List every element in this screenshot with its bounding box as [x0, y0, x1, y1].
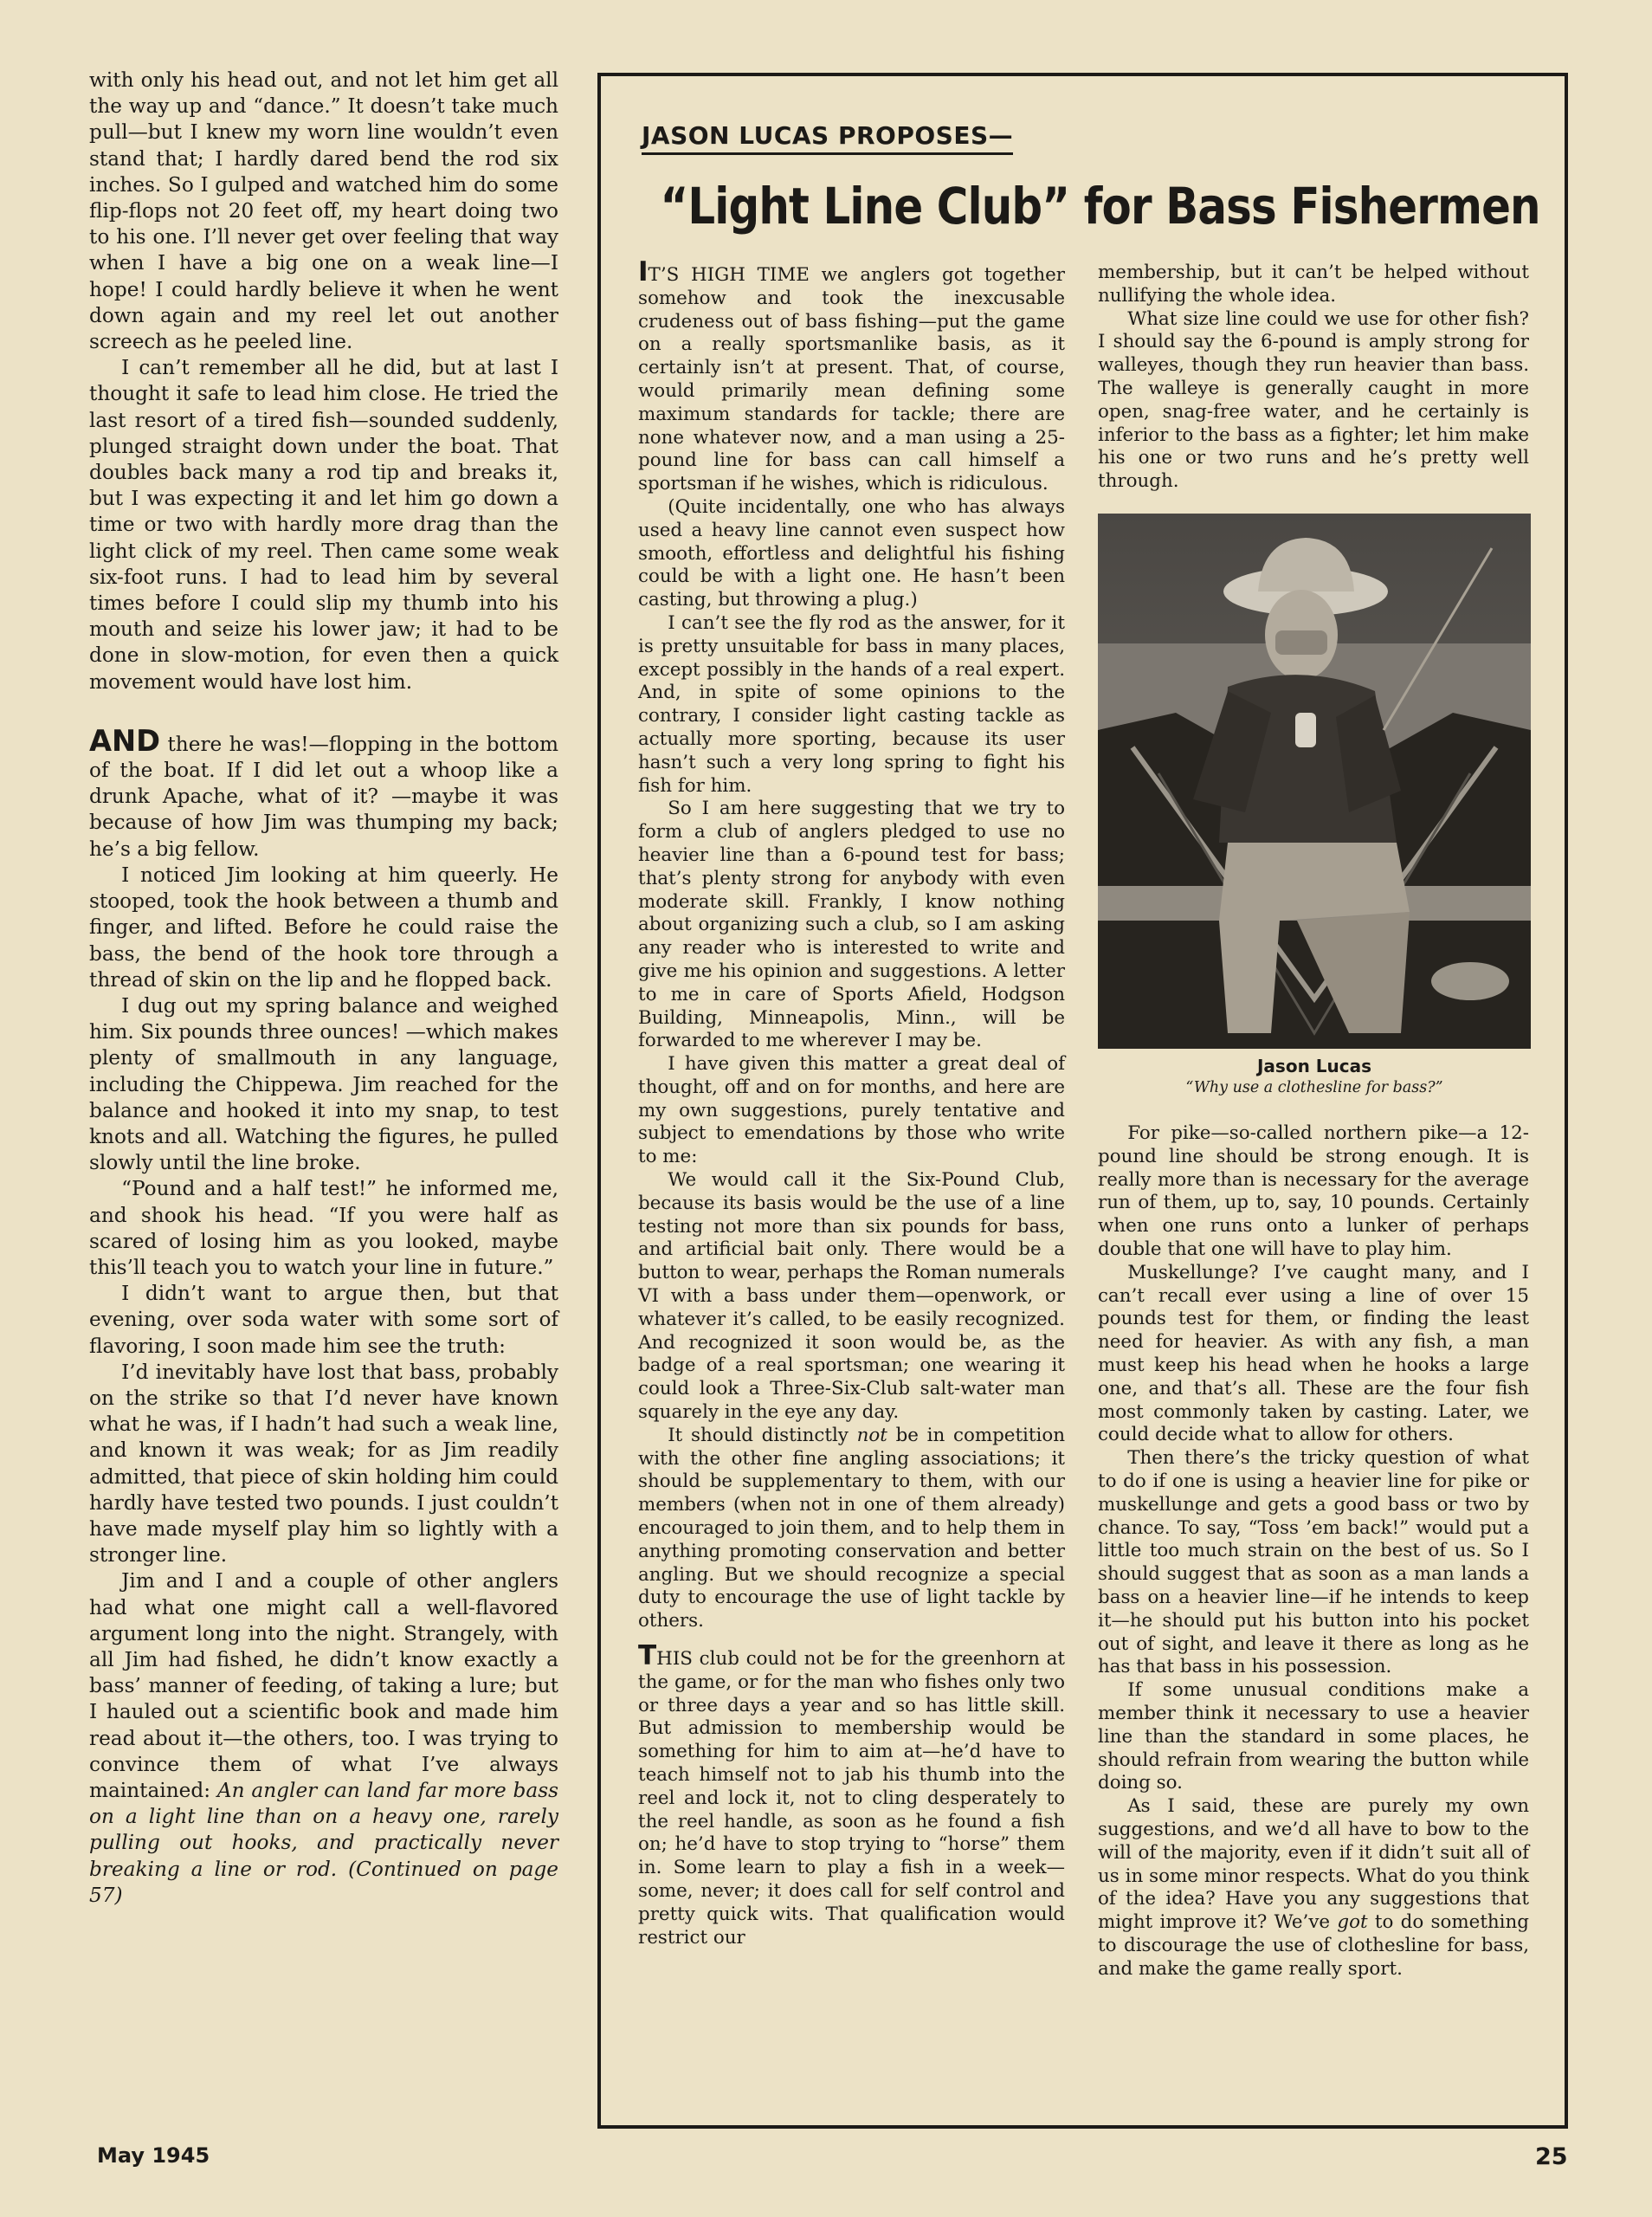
left-column-continued-story	[89, 68, 558, 1909]
article-intro-paragraph: IT’S HIGH TIME we anglers got together somehow and took the inexcusable crudeness out of bass fishing—put the game on a really sportsmanlike basis, as it certainly isn’t at present. That, of course, would primarily mean defining some maximum standards for tackle; there are none whatever now, and a man using a 25-pound line for bass can call himself a sportsman if he wishes, which is ridiculous.	[638, 256, 1066, 495]
left-paragraph-2: I can’t remember all he did, but at last I thought it safe to lead him close. He tried the last resort of a tired fish—sounded suddenly, plunged straight down under the boat. That doubles back many a rod tip and breaks it, but I was expecting it and let him go down a time or two with hardly more drag than the light click of my reel. Then came some weak six-foot runs. I had to lead him by several times before I could slip my thumb into his mouth and seize his lower jaw; it had to be done in slow-motion, for even then a quick movement would have lost him.	[89, 356, 558, 694]
left-paragraph-7: I’d inevitably have lost that bass, probably on the strike so that I’d never have known what he was, if I hadn’t had such a weak line, and known it was weak; for as Jim readily admitted, that piece of skin holding him could hardly have tested two pounds. I just couldn’t have made myself play him so lightly with a stronger line.	[89, 1360, 558, 1567]
article-right-column-top	[1098, 262, 1529, 494]
article-right-paragraph-6: If some unusual conditions make a member think it necessary to use a heavier line than the standard in some places, he should refrain from wearing the button while doing so.	[1098, 1679, 1529, 1794]
left-paragraph-8: Jim and I and a couple of other anglers had what one might call a well-flavored argument long into the night. Strangely, with all Jim had fished, he didn’t know exactly a bass’ manner of feeding, of taking a lure; but I hauled out a scientific book and made him read about it—the others, too. I was trying to convince them of what I’ve always maintained: An angler can land far more bass on a light line than on a heavy one, rarely pulling out hooks, and practically never breaking a line or rod. (Continued on page 57)	[89, 1569, 558, 1907]
author-photo	[1098, 514, 1531, 1049]
left-section2-paragraph-1: AND there he was!—flopping in the bottom of the boat. If I did let out a whoop like a drunk Apache, what of it? —maybe it was because of how Jim was thumping my back; he’s a big fellow.	[89, 723, 558, 861]
left-paragraph-4: I dug out my spring balance and weighed him. Six pounds three ounces! —which makes plenty of smallmouth in any language, including the Chippewa. Jim reached for the balance and hooked it into my snap, to test knots and all. Watching the figures, he pulled slowly until the line broke.	[89, 993, 558, 1175]
article-right-paragraph-7: As I said, these are purely my own suggestions, and we’d all have to bow to the will of the majority, even if it didn’t suit all of us in some minor respects. What do you think of the idea? Have you any suggestions that might improve it? We’ve got to do something to discourage the use of clothesline for bass, and make the game really sport.	[1098, 1795, 1529, 1980]
article-right-paragraph-3: For pike—so-called northern pike—a 12-pound line should be strong enough. It is really more than is necessary for the average run of them, up to, say, 10 pounds. Certainly when one runs onto a lunker of perhaps double that one will have to play him.	[1098, 1122, 1529, 1260]
article-right-paragraph-2: What size line could we use for other fish? I should say the 6-pound is amply strong for walleyes, though they run heavier than bass. The walleye is generally caught in more open, snag-free water, and he certainly is inferior to the bass as a fighter; let him make his one or two runs and he’s pretty well through.	[1098, 307, 1529, 493]
article-paragraph-6: We would call it the Six-Pound Club, because its basis would be the use of a line testing not more than six pounds for bass, and artificial bait only. There would be a button to wear, perhaps the Roman numerals VI with a bass under them—openwork, or whatever it’s called, to be easily recognized. And recognized it soon would be, as the badge of a real sportsman; one wearing it could look a Three-Six-Club salt-water man squarely in the eye any day.	[638, 1169, 1065, 1424]
article-right-paragraph-5: Then there’s the tricky question of what to do if one is using a heavier line for pike or muskellunge and gets a good bass or two by chance. To say, “Toss ’em back!” would put a little too much strain on the best of us. So I should suggest that as soon as a man lands a bass on a heavier line—if he intends to keep it—he should put his button into his pocket out of sight, and leave it there as long as he has that bass in his possession.	[1098, 1447, 1529, 1678]
left-paragraph-6: I didn’t want to argue then, but that evening, over soda water with some sort of flavoring, I soon made him see the truth:	[89, 1282, 558, 1358]
left-paragraph-3: I noticed Jim looking at him queerly. He stooped, took the hook between a thumb and finger, and lifted. Before he could raise the bass, the bend of the hook tore through a thread of skin on the lip and he flopped back.	[89, 863, 558, 992]
article-paragraph-5: I have given this matter a great deal of thought, off and on for months, and here are my own suggestions, purely tentative and subject to emendations by those who write to me:	[638, 1053, 1065, 1168]
article-right-paragraph-1: membership, but it can’t be helped without nullifying the whole idea.	[1098, 262, 1529, 307]
article-dropcap: I	[638, 256, 649, 288]
article-right-paragraph-4: Muskellunge? I’ve caught many, and I can’t recall ever using a line of over 15 pounds test for them, or finding the least need for heavier. As with any fish, a man must keep his head when he hooks a large one, and that’s all. These are the four fish most commonly taken by casting. Later, we could decide what to allow for others.	[1098, 1261, 1529, 1446]
article-section2-paragraph: THIS club could not be for the greenhorn at the game, or for the man who fishes only two or three days a year and so has little skill. But admission to membership would be something for him to aim at—he’d have to teach himself not to jab his thumb into the reel and lock it, not to cling desperately to the reel handle, as soon as he found a fish on; he’d have to stop trying to “horse” them in. Some learn to play a fish in a week—some, never; it does call for self control and pretty quick wits. That qualification would restrict our	[638, 1640, 1065, 1949]
caption-name: Jason Lucas	[1256, 1056, 1372, 1076]
issue-date: May 1945	[97, 2143, 210, 2168]
left-paragraph-1: with only his head out, and not let him get all the way up and “dance.” It doesn’t take much pull—but I knew my worn line wouldn’t even stand that; I hardly dared bend the rod six inches. So I gulped and watched him do some flip-flops not 20 feet off, my heart doing two to his one. I’ll never get over feeling that way when I have a big one on a weak line—I hope! I could hardly believe it when he went down again and my reel let out another screech as he peeled line.	[89, 68, 558, 354]
article-paragraph-4: So I am here suggesting that we try to form a club of anglers pledged to use no heavier line than a 6-pound test for bass; that’s plenty strong for anybody with even moderate skill. Frankly, I know nothing about organizing such a club, so I am asking any reader who is interested to write and give me his opinion and suggestions. A letter to me in care of Sports Afield, Hodgson Building, Minneapolis, Minn., will be forwarded to me wherever I may be.	[638, 798, 1065, 1052]
page-number: 25	[1535, 2143, 1568, 2170]
article-box	[597, 73, 1568, 2129]
article-headline: “Light Line Club” for Bass Fishermen	[660, 177, 1540, 236]
left-paragraph-5: “Pound and a half test!” he informed me, and shook his head. “If you were half as scared of losing him as you looked, maybe this’ll teach you to watch your line in future.”	[89, 1177, 558, 1279]
article-paragraph-2: (Quite incidentally, one who has always used a heavy line cannot even suspect how smooth, effortless and delightful his fishing could be with a light one. He hasn’t been casting, but throwing a plug.)	[638, 495, 1065, 611]
article-right-column-bottom	[1098, 1122, 1529, 1981]
continued-italic-text: An angler can land far more bass on a light line than on a heavy one, rarely pulling out hooks, and practically never breaking a line or rod. (Continued on page 57)	[89, 1779, 558, 1907]
article-section2-dropcap: T	[638, 1640, 657, 1672]
article-middle-column	[638, 256, 1066, 1949]
article-paragraph-7: It should distinctly not be in competition with the other fine angling associations; it should be supplementary to them, with our members (when not in one of them already) encouraged to join them, and to help them in anything promoting conservation and better angling. But we should recognize a special duty to encourage the use of light tackle by others.	[638, 1424, 1065, 1632]
fisherman-in-boat-image	[1098, 514, 1531, 1049]
caption-quote: “Why use a clothesline for bass?”	[1185, 1079, 1443, 1096]
article-paragraph-3: I can’t see the fly rod as the answer, for it is pretty unsuitable for bass in many places, except possibly in the hands of a real expert. And, in spite of some opinions to the contrary, I consider light casting tackle as actually more sporting, because its user hasn’t such a very long spring to fight his fish for him.	[638, 611, 1065, 797]
photo-caption	[1098, 1055, 1531, 1098]
left-section2-dropcap: AND	[89, 723, 161, 758]
article-kicker: JASON LUCAS PROPOSES—	[642, 121, 1013, 155]
